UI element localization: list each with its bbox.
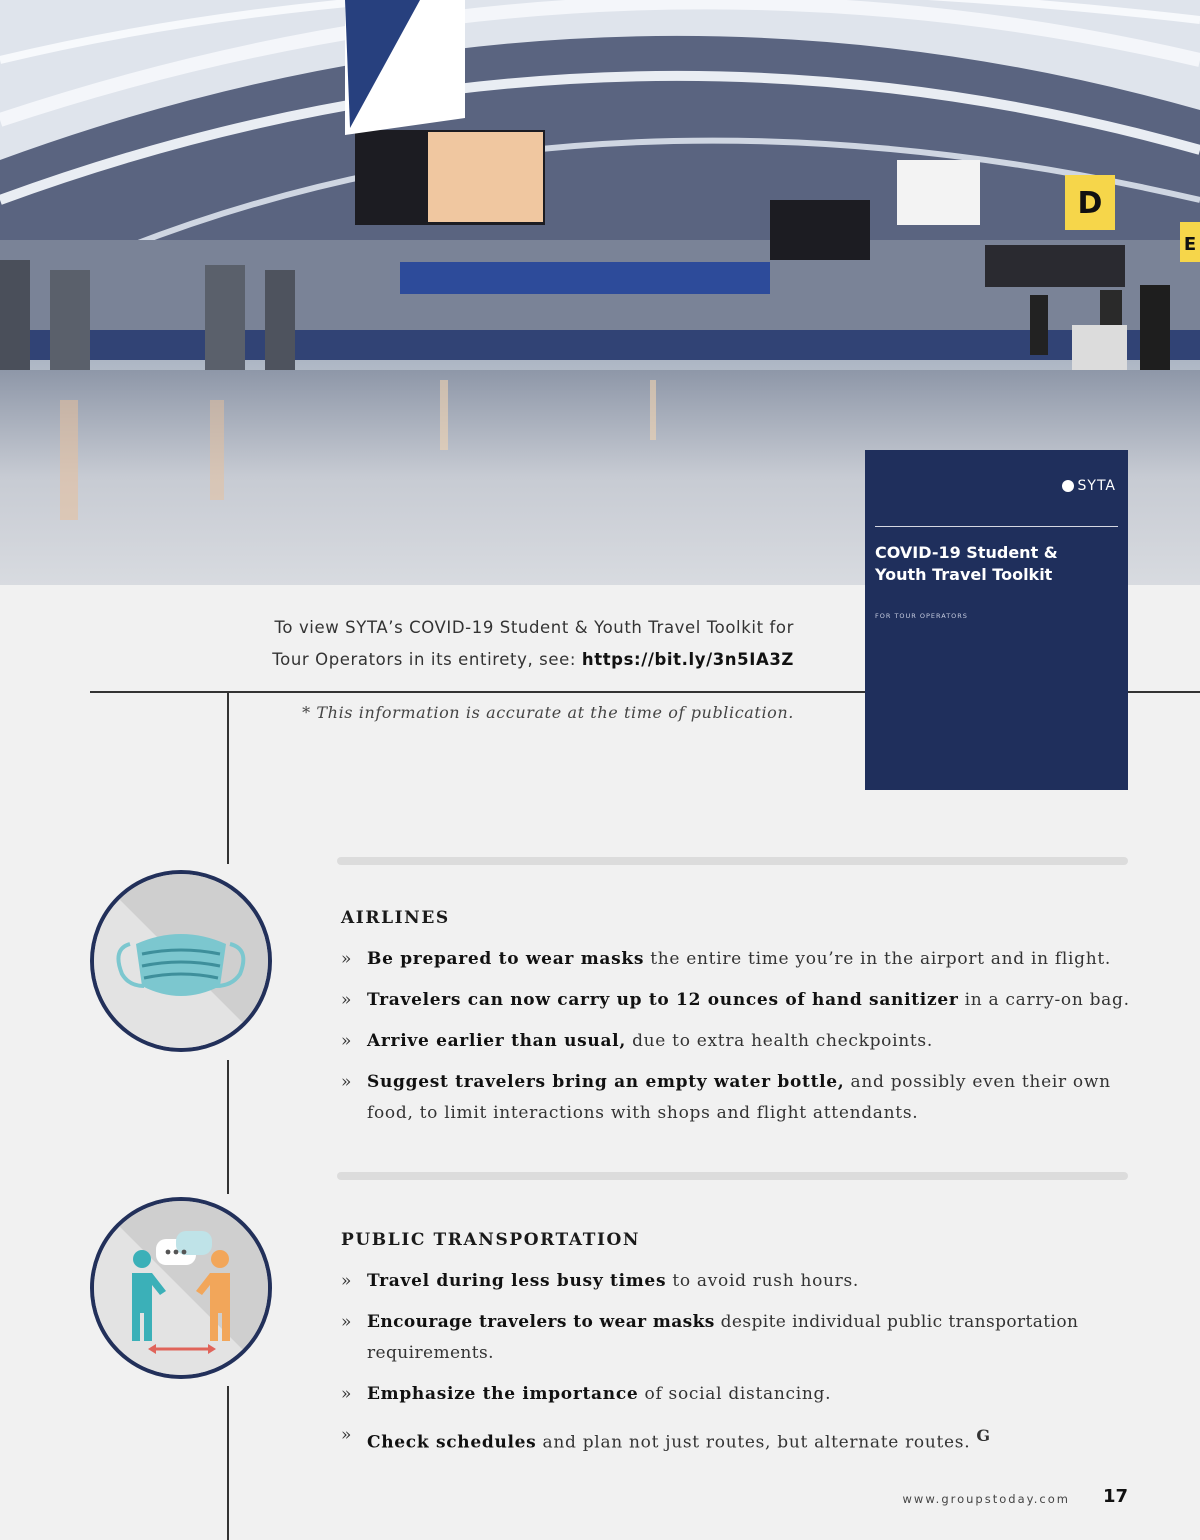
list-item [341, 1379, 1141, 1410]
transport-title: PUBLIC TRANSPORTATION [341, 1230, 641, 1250]
airlines-title: AIRLINES [341, 908, 450, 928]
bullet-mark: » [341, 1271, 353, 1291]
bullet-text: of social distancing. [638, 1384, 832, 1404]
timeline-line-3 [227, 1386, 229, 1540]
divider-line-right [1128, 691, 1200, 693]
bullet-mark: » [341, 1312, 352, 1332]
bullet-mark: » [341, 949, 353, 969]
list-item [341, 944, 1141, 975]
divider-line [90, 691, 865, 693]
bullet-mark: » [341, 1384, 353, 1404]
bullet-text: and plan not just routes, but alternate routes. [536, 1432, 971, 1453]
intro-line-1: To view SYTA’s COVID-19 Student & Youth Travel Toolkit for [274, 618, 794, 637]
timeline-line-2 [227, 1060, 229, 1194]
timeline-line-1 [227, 692, 229, 864]
airlines-section-bar [337, 857, 1128, 865]
bullet-text: the entire time you’re in the airport and in flight. [644, 949, 1111, 969]
bullet-bold: Be prepared to wear masks [367, 949, 645, 969]
toolkit-intro [94, 612, 794, 676]
cover-title: COVID-19 Student & Youth Travel Toolkit [875, 543, 1058, 584]
transport-list [341, 1266, 1141, 1469]
sign-letter-e: E [1183, 234, 1197, 255]
toolkit-cover [865, 450, 1128, 790]
intro-line-2-prefix: Tour Operators in its entirety, see: [272, 650, 582, 669]
bullet-mark: » [341, 1425, 353, 1445]
accuracy-note: * This information is accurate at the time of publication. [302, 703, 794, 722]
face-mask-icon [90, 870, 272, 1052]
cover-divider [875, 526, 1118, 527]
toolkit-link[interactable]: https://bit.ly/3n5IA3Z [581, 650, 794, 669]
bullet-bold: Travelers can now carry up to 12 ounces of hand sanitizer [367, 990, 959, 1010]
syta-logo-text: SYTA [1077, 478, 1116, 494]
list-item [341, 985, 1141, 1016]
bullet-text: to avoid rush hours. [666, 1271, 860, 1291]
list-item [341, 1266, 1141, 1297]
cover-subtitle: FOR TOUR OPERATORS [875, 612, 968, 620]
list-item [341, 1026, 1141, 1057]
list-item [341, 1067, 1142, 1129]
page-number: 17 [1102, 1486, 1128, 1507]
bullet-bold: Suggest travelers bring an empty water bottle, [367, 1072, 845, 1092]
bullet-bold: Arrive earlier than usual, [367, 1031, 626, 1051]
bullet-bold: Encourage travelers to wear masks [367, 1312, 715, 1332]
end-mark: G [976, 1426, 991, 1445]
syta-logo [1062, 478, 1116, 494]
bullet-mark: » [341, 990, 353, 1010]
bullet-mark: » [341, 1031, 353, 1051]
bullet-text: in a carry-on bag. [958, 990, 1130, 1010]
airlines-list [341, 944, 1141, 1139]
bullet-text: due to extra health checkpoints. [625, 1031, 933, 1051]
bullet-bold: Check schedules [367, 1432, 537, 1453]
bullet-bold: Emphasize the importance [367, 1384, 639, 1404]
bullet-mark: » [341, 1072, 353, 1092]
bullet-text: and possibly even their own food, to limit interactions with shops and flight attendants. [367, 1072, 1111, 1123]
transport-section-bar [337, 1172, 1128, 1180]
footer-url[interactable]: www.groupstoday.com [902, 1492, 1070, 1506]
globe-icon [1062, 480, 1074, 492]
social-distancing-icon [90, 1197, 272, 1379]
bullet-text: despite individual public transportation requirements. [367, 1312, 1079, 1363]
bullet-bold: Travel during less busy times [367, 1271, 667, 1291]
sign-letter-d: D [1077, 186, 1103, 221]
list-item [341, 1420, 1141, 1459]
intro-line-2 [94, 644, 794, 676]
list-item [341, 1307, 1141, 1369]
